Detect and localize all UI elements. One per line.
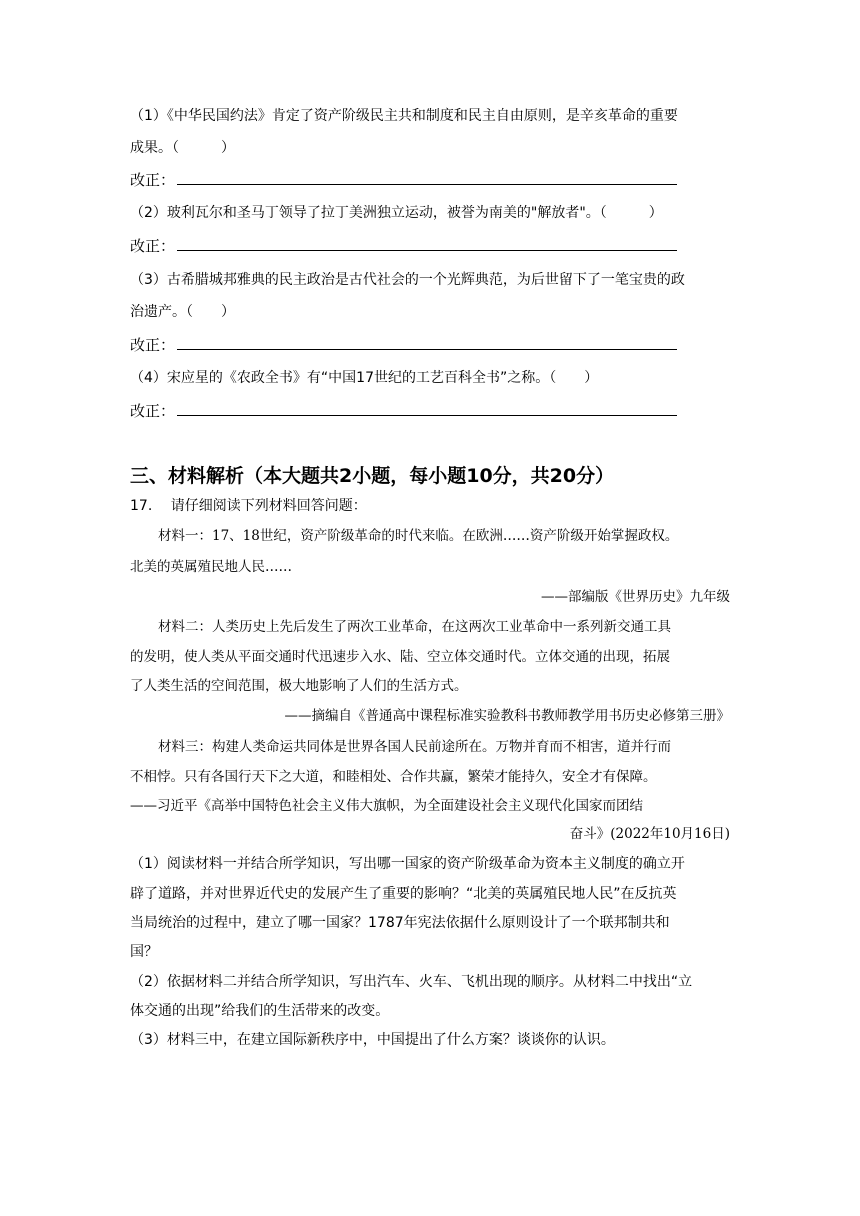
material-1-line-1: 材料一：17、18世纪，资产阶级革命的时代来临。在欧洲……资产阶级开始掌握政权。 (158, 528, 679, 544)
subquestion-1-line-3: 当局统治的过程中，建立了哪一国家？1787年宪法依据什么原则设计了一个联邦制共和 (130, 915, 670, 931)
fix-row-1 (130, 170, 677, 190)
material-1-line-2: 北美的英属殖民地人民…… (130, 559, 292, 575)
material-2-line-2: 的发明，使人类从平面交通时代迅速步入水、陆、空立体交通时代。立体交通的出现，拓展 (130, 649, 670, 665)
subquestion-2-line-2: 体交通的出现”给我们的生活带来的改变。 (130, 1003, 390, 1019)
fix-row-4 (130, 401, 677, 421)
tf-item-4-line-1: （4）宋应星的《农政全书》有“中国17世纪的工艺百科全书”之称。（ ） (130, 370, 599, 386)
material-3-source-line-1: ——习近平《高举中国特色社会主义伟大旗帜，为全面建设社会主义现代化国家而团结 (130, 798, 643, 814)
subquestion-1-line-1: （1）阅读材料一并结合所学知识，写出哪一国家的资产阶级革命为资本主义制度的确立开 (130, 856, 685, 872)
answer-blank-1[interactable] (177, 170, 677, 185)
tf-item-1-line-1: （1）《中华民国约法》肯定了资产阶级民主共和制度和民主自由原则，是辛亥革命的重要 (130, 108, 678, 124)
section-heading: 三、材料解析（本大题共2小题，每小题10分，共20分） (130, 465, 615, 487)
material-3-line-2: 不相悖。只有各国行天下之大道，和睦相处、合作共赢，繁荣才能持久，安全才有保障。 (130, 769, 657, 785)
tf-item-3-line-2: 治遗产。（ ） (130, 304, 235, 320)
answer-blank-3[interactable] (177, 335, 677, 350)
material-2-source: ——摘编自《普通高中课程标准实验教科书教师教学用书历史必修第三册》 (284, 708, 730, 724)
material-2-line-3: 了人类生活的空间范围，极大地影响了人们的生活方式。 (130, 678, 468, 694)
answer-blank-2[interactable] (177, 236, 677, 251)
tf-item-3-line-1: （3）古希腊城邦雅典的民主政治是古代社会的一个光辉典范，为后世留下了一笔宝贵的政 (130, 272, 685, 288)
fix-label: 改正： (130, 237, 176, 255)
material-3-source-line-2: 奋斗》(2022年10月16日) (569, 826, 730, 842)
fix-label: 改正： (130, 336, 176, 354)
subquestion-1-line-2: 辟了道路，并对世界近代史的发展产生了重要的影响？“北美的英属殖民地人民”在反抗英 (130, 886, 677, 902)
fix-label: 改正： (130, 171, 176, 189)
subquestion-2-line-1: （2）依据材料二并结合所学知识，写出汽车、火车、飞机出现的顺序。从材料二中找出“立 (130, 974, 693, 990)
fix-row-3 (130, 335, 677, 355)
tf-item-1-line-2: 成果。（ ） (130, 140, 235, 156)
material-3-line-1: 材料三：构建人类命运共同体是世界各国人民前途所在。万物并育而不相害，道并行而 (158, 739, 671, 755)
fix-label: 改正： (130, 402, 176, 420)
tf-item-2-line-1: （2）玻利瓦尔和圣马丁领导了拉丁美洲独立运动，被誉为南美的"解放者"。（ ） (130, 205, 663, 221)
answer-blank-4[interactable] (177, 401, 677, 416)
subquestion-1-line-4: 国？ (130, 944, 158, 960)
question-17-prompt: 17. 请仔细阅读下列材料回答问题： (130, 498, 367, 514)
material-2-line-1: 材料二：人类历史上先后发生了两次工业革命，在这两次工业革命中一系列新交通工具 (158, 619, 671, 635)
fix-row-2 (130, 236, 677, 256)
subquestion-3-line-1: （3）材料三中，在建立国际新秩序中，中国提出了什么方案？谈谈你的认识。 (130, 1032, 615, 1048)
material-1-source: ——部编版《世界历史》九年级 (541, 589, 730, 605)
